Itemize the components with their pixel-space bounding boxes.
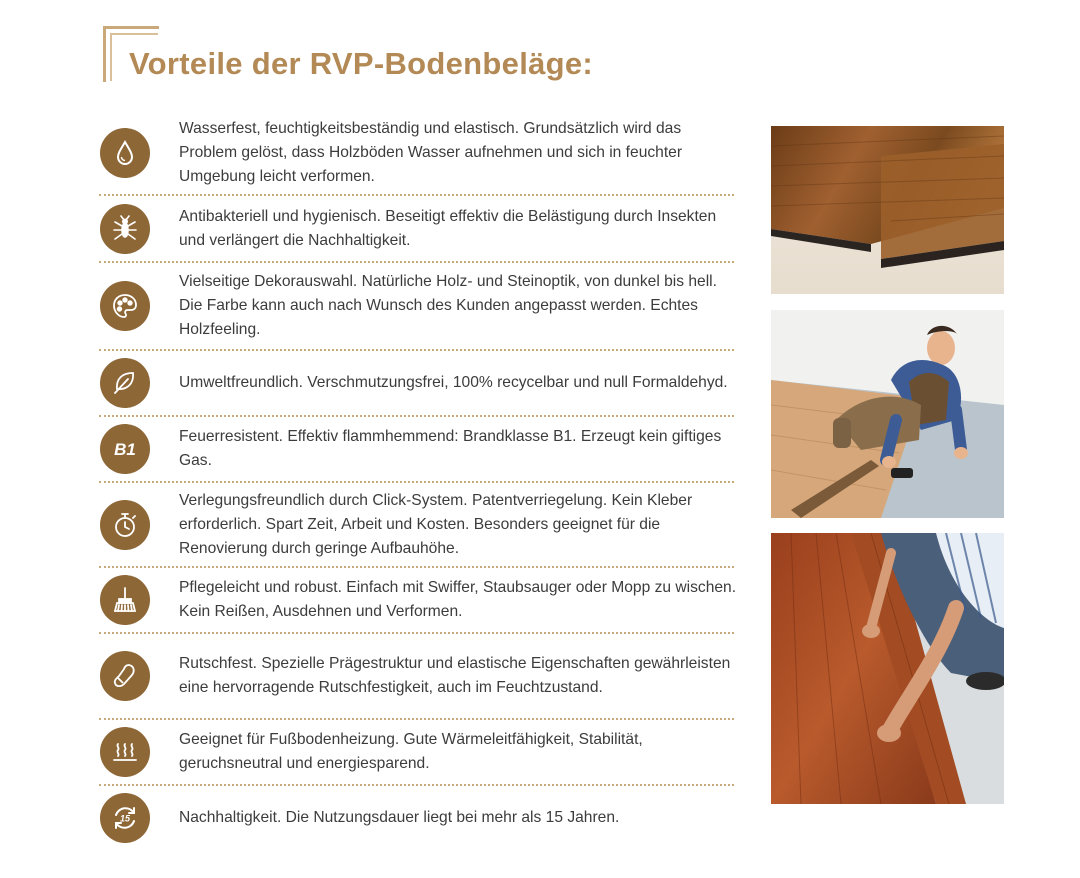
- feature-row: [95, 263, 738, 349]
- feature-row: [95, 112, 738, 194]
- feature-text: Verlegungsfreundlich durch Click-System. Patentverriegelung. Kein Kleber erforderlich. Spart Zeit, Arbeit und Kosten. Besonders geeignet für die Renovierung durch geringe Aufbauhöhe.: [179, 491, 693, 557]
- lifespan-15-icon: [100, 793, 150, 843]
- feature-text: Vielseitige Dekorauswahl. Natürliche Holz- und Steinoptik, von dunkel bis hell. Die Farbe kann auch nach Wunsch des Kunden angepasst werden. Echtes Holzfeeling.: [179, 273, 717, 338]
- feature-text: Nachhaltigkeit. Die Nutzungsdauer liegt bei mehr als 15 Jahren.: [179, 809, 620, 826]
- feature-text: Rutschfest. Spezielle Prägestruktur und elastische Eigenschaften gewährleisten eine hervorragende Rutschfestigkeit, auch im Feuchtzustand.: [179, 655, 731, 696]
- lifespan-label: 15: [119, 813, 131, 824]
- fire-class-label: B1: [114, 440, 136, 459]
- feature-row: [95, 417, 738, 481]
- laying-plank-photo: [771, 533, 1004, 804]
- title-block: [103, 26, 663, 88]
- feature-row: [95, 634, 738, 718]
- feature-text: Umweltfreundlich. Verschmutzungsfrei, 100% recycelbar und null Formaldehyd.: [179, 374, 728, 391]
- palette-icon: [100, 281, 150, 331]
- feature-text: Pflegeleicht und robust. Einfach mit Swiffer, Staubsauger oder Mopp zu wischen. Kein Reißen, Ausdehnen und Verformen.: [179, 579, 737, 620]
- stopwatch-icon: [100, 500, 150, 550]
- feature-row: [95, 196, 738, 261]
- broom-icon: [100, 575, 150, 625]
- floor-heating-icon: [100, 727, 150, 777]
- footprint-icon: [100, 651, 150, 701]
- fire-class-icon: [100, 424, 150, 474]
- feature-row: [95, 483, 738, 566]
- page-title: Vorteile der RVP-Bodenbeläge:: [129, 46, 594, 81]
- feature-text: Feuerresistent. Effektiv flammhemmend: Brandklasse B1. Erzeugt kein giftiges Gas.: [179, 428, 722, 469]
- feature-row: [95, 351, 738, 415]
- water-drop-icon: [100, 128, 150, 178]
- feature-row: [95, 568, 738, 632]
- vinyl-plank-closeup-photo: [771, 126, 1004, 294]
- feature-list: [95, 112, 738, 850]
- man-installing-floor-photo: [771, 310, 1004, 518]
- insect-icon: [100, 204, 150, 254]
- feature-text: Wasserfest, feuchtigkeitsbeständig und elastisch. Grundsätzlich wird das Problem gelöst, dass Holzböden Wasser aufnehmen und sich in feuchter Umgebung leicht verformen.: [179, 120, 683, 185]
- feature-row: [95, 786, 738, 850]
- feature-text: Geeignet für Fußbodenheizung. Gute Wärmeleitfähigkeit, Stabilität, geruchsneutral und energiesparend.: [179, 731, 643, 772]
- feature-text: Antibakteriell und hygienisch. Beseitigt effektiv die Belästigung durch Insekten und verlängert die Nachhaltigkeit.: [179, 207, 717, 249]
- feature-row: [95, 720, 738, 784]
- leaf-icon: [100, 358, 150, 408]
